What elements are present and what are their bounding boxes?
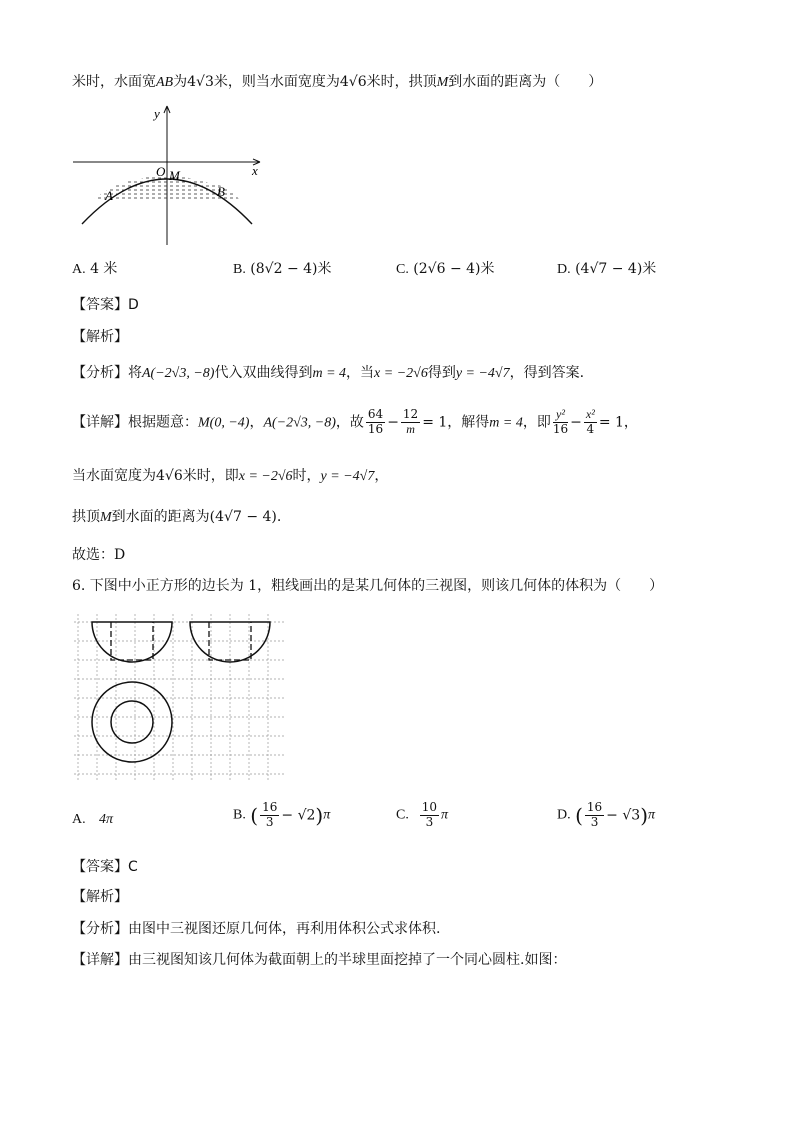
xiangjie-m: m = 4 (489, 415, 523, 431)
fraction (260, 801, 279, 830)
q5-analysis-head: 【解析】 (72, 329, 128, 345)
left-paren: ( (575, 803, 583, 828)
point-a: A(−2√3, −8) (263, 415, 336, 431)
q5-stem-ab: AB (156, 75, 174, 90)
option-text: 4π (98, 812, 113, 827)
q6-option-d[interactable] (557, 801, 655, 830)
option-rest: − √3 (606, 807, 641, 824)
numerator: 16 (262, 800, 278, 814)
option-rest: − √2 (281, 807, 316, 824)
xiangjie-text: 根据题意： (128, 414, 198, 431)
fenxi-text: ，得到答案. (509, 365, 585, 381)
b-label: B (217, 184, 225, 199)
front-view (92, 622, 172, 662)
q5-xiangjie: 【详解】根据题意：M(0, −4)，A(−2√3, −8)，故 $\frac{64}{16}$ − $\frac{12}{m}$ = 1，解得m = 4，即 $\frac{\text{y²}}{16}$ − $\frac{\text{x²}}{4}$ = 1， (72, 407, 638, 436)
line-x: x = −2√6 (238, 469, 293, 484)
denominator: 16 (367, 421, 384, 436)
denominator: 3 (425, 814, 434, 829)
fraction (585, 801, 604, 830)
grid (74, 614, 286, 780)
fenxi-m: m = 4 (312, 366, 347, 381)
q6-stem: 6. 下图中小正方形的边长为 1，粗线画出的是某几何体的三视图，则该几何体的体积为（ ） (72, 578, 664, 594)
q5-stem-text: 到水面的距离为（ ） (448, 74, 603, 90)
origin-label: O (156, 164, 166, 179)
m-label: M (169, 168, 180, 183)
q6-option-b[interactable] (233, 801, 330, 830)
line-text: 到水面的距离为 (111, 509, 210, 525)
option-text: (2√6 − 4)米 (413, 261, 495, 277)
fraction (401, 408, 420, 437)
numerator: y² (553, 408, 568, 423)
fenxi-text: ，当 (346, 365, 375, 381)
q5-line3 (72, 510, 281, 525)
q6-three-view-figure (72, 610, 290, 782)
q5-width-2: 4√6 (339, 74, 367, 90)
xiangjie-text: 由三视图知该几何体为截面朝上的半球里面挖掉了一个同心圆柱.如图： (128, 952, 567, 968)
fraction (584, 408, 597, 437)
q5-parabola-figure (68, 100, 268, 250)
option-label: B. (233, 262, 246, 277)
q5-line2 (72, 469, 388, 484)
option-pi: π (648, 807, 656, 823)
option-pi: π (323, 807, 331, 823)
line-text: 拱顶 (72, 509, 100, 525)
numerator: x² (585, 407, 595, 421)
q5-stem-text: 米时，拱顶 (366, 74, 437, 90)
q5-stem-text: 米，则当水面宽度为 (213, 74, 340, 90)
fenxi-x: x = −2√6 (374, 366, 428, 381)
denominator: 4 (586, 421, 595, 436)
q5-option-b[interactable] (233, 262, 332, 277)
fraction (366, 408, 385, 437)
q6-xiangjie (72, 953, 566, 967)
fenxi-text: 代入双曲线得到 (214, 365, 313, 381)
xiangjie-text: = 1 (422, 414, 448, 431)
xiangjie-text: = 1， (598, 414, 638, 431)
denominator: 3 (265, 814, 274, 829)
y-label: y (154, 106, 160, 121)
point-m: M(0, −4) (198, 415, 250, 431)
left-paren: ( (250, 803, 259, 828)
line-width: 4√6 (156, 468, 183, 484)
x-label: x (252, 163, 258, 178)
xiangjie-text: ，即 (522, 414, 551, 431)
q6-analysis-head: 【解析】 (72, 889, 128, 905)
line-text: 米时，即 (182, 468, 239, 484)
q6-option-c[interactable] (396, 801, 448, 830)
q5-stem (72, 75, 602, 90)
numerator: 16 (586, 800, 603, 814)
xiangjie-tag: 【详解】 (72, 414, 128, 431)
top-view (92, 682, 172, 762)
fraction (420, 801, 439, 830)
fenxi-y: y = −4√7 (455, 366, 510, 381)
option-label: D. (557, 807, 571, 823)
right-paren: ) (315, 803, 324, 828)
numerator: 10 (421, 800, 438, 814)
fraction (553, 408, 568, 437)
denominator: 16 (552, 421, 569, 436)
option-text: 4 米 (90, 261, 118, 277)
q5-width-1: 4√3 (187, 74, 214, 90)
xiangjie-tag: 【详解】 (72, 952, 128, 968)
option-text: (8√2 − 4)米 (250, 261, 332, 277)
fenxi-text: 将 (128, 365, 142, 381)
q5-stem-text: 为 (173, 74, 188, 90)
fenxi-point: A(−2√3, −8) (142, 366, 215, 381)
option-label: A. (72, 812, 86, 827)
option-pi: π (441, 807, 449, 823)
q6-answer: 【答案】C (72, 859, 138, 875)
a-label: A (105, 188, 113, 203)
xiangjie-text: ，解得 (447, 414, 490, 431)
q5-answer: 【答案】D (72, 297, 139, 313)
xiangjie-text: ，故 (335, 414, 364, 431)
option-label: C. (396, 262, 409, 277)
line-text: ， (374, 468, 389, 484)
denominator: m (406, 421, 415, 436)
q5-stem-text: 米时，水面宽 (72, 74, 156, 90)
option-text: (4√7 − 4)米 (575, 261, 657, 277)
numerator: 64 (367, 407, 384, 421)
fenxi-text: 由图中三视图还原几何体，再利用体积公式求体积. (128, 921, 441, 937)
q5-option-a[interactable] (72, 262, 117, 277)
option-label: C. (396, 807, 409, 823)
option-label: D. (557, 262, 571, 277)
line-value: (4√7 − 4). (209, 509, 282, 525)
q5-option-d[interactable] (557, 262, 656, 277)
line-m: M (100, 510, 112, 525)
numerator: 12 (402, 407, 419, 421)
q5-option-c[interactable] (396, 262, 495, 277)
q5-fenxi (72, 366, 584, 381)
fenxi-tag: 【分析】 (72, 921, 128, 937)
denominator: 3 (590, 814, 599, 829)
q6-option-a[interactable] (72, 812, 113, 827)
option-label: A. (72, 262, 86, 277)
line-text: 时， (292, 468, 321, 484)
fenxi-tag: 【分析】 (72, 365, 128, 381)
line-text: 当水面宽度为 (72, 468, 156, 484)
q5-choose: 故选：D (72, 547, 126, 563)
line-y: y = −4√7 (320, 469, 375, 484)
q6-fenxi (72, 922, 440, 936)
option-label: B. (233, 807, 246, 823)
fenxi-text: 得到 (427, 365, 456, 381)
right-paren: ) (640, 803, 648, 828)
q5-stem-m: M (436, 75, 449, 90)
